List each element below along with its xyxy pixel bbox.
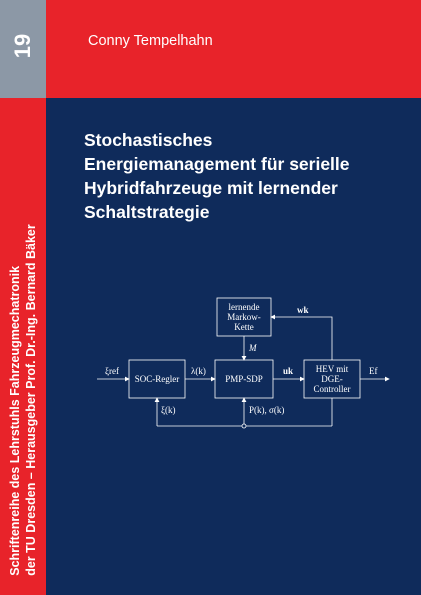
header-band (46, 0, 421, 98)
markov-line-2: Markow- (227, 312, 261, 322)
xi-k-label: ξ(k) (161, 405, 176, 415)
series-number: 19 (10, 33, 35, 59)
series-number-box (0, 0, 46, 98)
series-description (7, 224, 39, 576)
uk-label: uk (283, 366, 294, 376)
series-line-1: Schriftenreihe des Lehrstuhls Fahrzeugmechatronik (8, 265, 22, 576)
lambda-label: λ(k) (191, 366, 206, 376)
xi-ref-label: ξref (105, 366, 120, 376)
markov-line-3: Kette (234, 322, 254, 332)
hev-line-2: DGE- (321, 374, 343, 384)
soc-label: SOC-Regler (134, 374, 180, 384)
author-name: Conny Tempelhahn (88, 33, 213, 49)
control-diagram (97, 292, 397, 442)
pmp-label: PMP-SDP (225, 374, 263, 384)
title-line-4: Schaltstrategie (84, 202, 210, 222)
title-line-1: Stochastisches (84, 130, 213, 150)
hev-line-3: Controller (313, 384, 351, 394)
markov-line-1: lernende (228, 302, 260, 312)
ef-label: Ef (369, 366, 378, 376)
title-line-2: Energiemanagement für serielle (84, 154, 350, 174)
hev-line-1: HEV mit (315, 364, 349, 374)
wk-label: wk (297, 305, 309, 315)
p-sigma-label: P(k), σ(k) (249, 405, 285, 415)
m-label: M (249, 343, 257, 353)
book-title (84, 128, 404, 224)
series-line-2: der TU Dresden – Herausgeber Prof. Dr.-Ing. Bernard Bäker (24, 224, 38, 576)
title-line-3: Hybridfahrzeuge mit lernender (84, 178, 338, 198)
